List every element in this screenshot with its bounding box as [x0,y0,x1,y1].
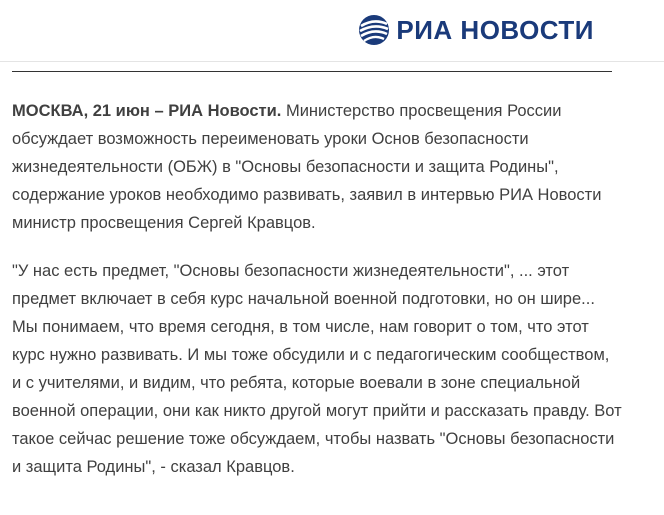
content-divider [12,71,612,72]
site-header [0,0,664,62]
logo-text: РИА НОВОСТИ [396,15,594,45]
article-quote-paragraph: "У нас есть предмет, "Основы безопасности жизнедеятельности", ... этот предмет включает в себя курс начальной военной подготовки, но он шире... Мы понимаем, что время сегодня, в том числе, нам говорит о том, что этот курс нужно развивать. И мы тоже обсудили и с педагогическим сообществом, и с учителями, и видим, что ребята, которые воевали в зоне специальной военной операции, они как никто другой могут прийти и рассказать правду. Вот такое сейчас решение тоже обсуждаем, чтобы назвать "Основы безопасности и защита Родины", - сказал Кравцов. [12,262,622,476]
article-lead-paragraph [12,97,622,237]
site-logo[interactable] [358,14,594,46]
article-dateline: МОСКВА, 21 июн – РИА Новости. [12,102,282,120]
ria-globe-logo-icon [358,14,390,46]
article-lead-text: Министерство просвещения России обсуждает возможность переименовать уроки Основ безопасности жизнедеятельности (ОБЖ) в "Основы безопасности и защита Родины", содержание уроков необходимо развивать, заявил в интервью РИА Новости министр просвещения Сергей Кравцов. [12,102,602,232]
article-body [12,97,622,501]
